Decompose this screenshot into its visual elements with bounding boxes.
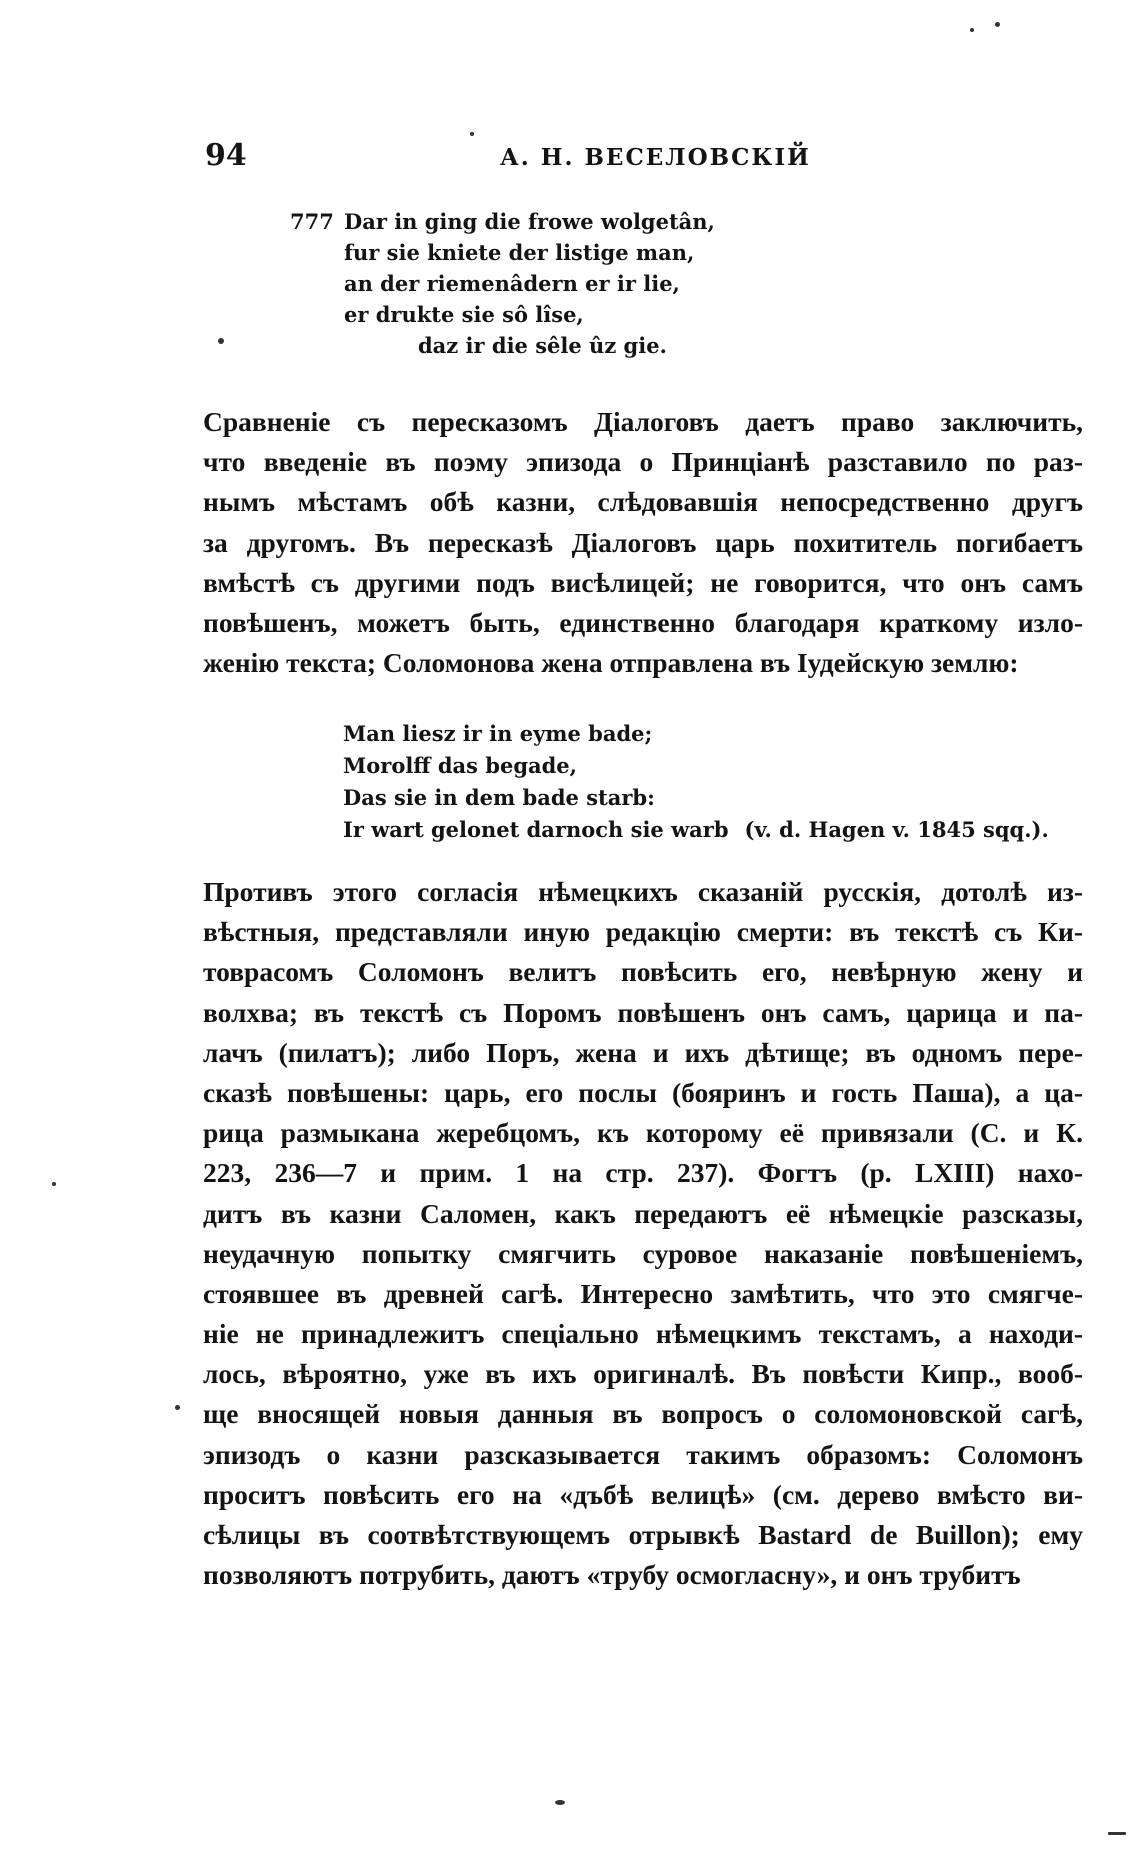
text-line: лачъ (пилатъ); либо Поръ, жена и ихъ дѣтище; въ одномъ пере- (203, 1036, 1083, 1068)
scan-speck (470, 132, 474, 136)
text-line: товрасомъ Соломонъ велитъ повѣсить его, невѣрную жену и (203, 956, 1083, 988)
text-line: стоявшее въ древней сагѣ. Интересно замѣтить, что это смягче- (203, 1277, 1083, 1309)
page-number: 94 (205, 138, 247, 173)
paragraph-2 (203, 872, 1083, 1595)
verse-line: an der riemenâdern er ir lie, (344, 271, 680, 296)
verse-quote-2 (343, 718, 1083, 846)
text-line: позволяютъ потрубить, даютъ «трубу осмогласну», и онъ трубитъ (203, 1559, 1021, 1591)
text-line: Противъ этого согласія нѣмецкихъ сказаній русскія, дотолѣ из- (203, 876, 1083, 907)
text-line: Сравненіе съ пересказомъ Діалоговъ даетъ право заключить, (203, 406, 1083, 437)
text-line: что введеніе въ поэму эпизода о Принціанѣ разставило по раз- (203, 446, 1083, 478)
scan-speck (995, 22, 1000, 27)
verse-line: Morolff das begade, (343, 753, 577, 778)
verse-line: Man liesz ir in eyme bade; (343, 721, 653, 746)
verse-line: daz ir die sêle ûz gie. (418, 333, 667, 358)
text-line: рица размыкана жеребцомъ, къ которому её привязали (С. и К. (203, 1117, 1083, 1149)
text-line: женію текста; Соломонова жена отправлена въ Іудейскую землю: (203, 647, 1019, 679)
running-title: А. Н. ВЕСЕЛОВСКІЙ (500, 144, 811, 171)
text-line: вмѣстѣ съ другими подъ висѣлицей; не говорится, что онъ самъ (203, 566, 1083, 598)
text-line: проситъ повѣсить его на «дъбѣ велицѣ» (см. дерево вмѣсто ви- (203, 1478, 1083, 1510)
scan-speck (175, 1405, 180, 1410)
text-line: 223, 236—7 и прим. 1 на стр. 237). Фогтъ (р. LXIII) нахо- (203, 1157, 1083, 1189)
text-line: неудачную попытку смягчить суровое наказаніе повѣшеніемъ, (203, 1237, 1083, 1269)
scan-speck (52, 1182, 56, 1186)
paragraph-1 (203, 402, 1083, 683)
text-line: повѣшенъ, можетъ быть, единственно благодаря краткому изло- (203, 606, 1083, 638)
text-line: волхва; въ текстѣ съ Поромъ повѣшенъ онъ самъ, царица и па- (203, 996, 1083, 1028)
verse-line: 777 Dar in ging die frowe wolgetân, (290, 206, 790, 237)
text-line: сѣлицы въ соотвѣтствующемъ отрывкѣ Bastard de Buillon); ему (203, 1519, 1083, 1550)
text-line: лось, вѣроятно, уже въ ихъ оригиналѣ. Въ повѣсти Кипр., вооб- (203, 1358, 1083, 1390)
scan-speck (1108, 1832, 1126, 1835)
scan-speck (970, 28, 974, 32)
text-line: ще вносящей новыя данныя въ вопросъ о соломоновской сагѣ, (203, 1398, 1083, 1430)
page-header (205, 138, 1085, 178)
text-line: вѣстныя, представляли иную редакцію смерти: въ текстѣ съ Ки- (203, 916, 1083, 948)
scan-speck (218, 338, 224, 344)
verse-line: Das sie in dem bade starb: (343, 785, 655, 810)
text-line: эпизодъ о казни разсказывается такимъ образомъ: Соломонъ (203, 1438, 1083, 1470)
verse-line-number: 777 (290, 209, 334, 234)
text-line: за другомъ. Въ пересказѣ Діалоговъ царь похититель погибаетъ (203, 526, 1083, 558)
text-line: нымъ мѣстамъ обѣ казни, слѣдовавшія непосредственно другъ (203, 486, 1083, 518)
scan-speck (555, 1800, 565, 1805)
text-line: дитъ въ казни Саломен, какъ передаютъ её нѣмецкіе разсказы, (203, 1197, 1083, 1229)
verse-line: Ir wart gelonet darnoch sie warb (v. d. Hagen v. 1845 sqq.). (343, 817, 1049, 842)
verse-line: er drukte sie sô lîse, (344, 302, 584, 327)
verse-citation: (v. d. Hagen v. 1845 sqq.). (744, 817, 1049, 842)
verse-quote-1 (290, 206, 790, 361)
verse-line: fur sie kniete der listige man, (344, 240, 695, 265)
text-line: ніе не принадлежитъ спеціально нѣмецкимъ текстамъ, а находи- (203, 1318, 1083, 1350)
text-line: сказѣ повѣшены: царь, его послы (бояринъ и гость Паша), а ца- (203, 1076, 1083, 1108)
